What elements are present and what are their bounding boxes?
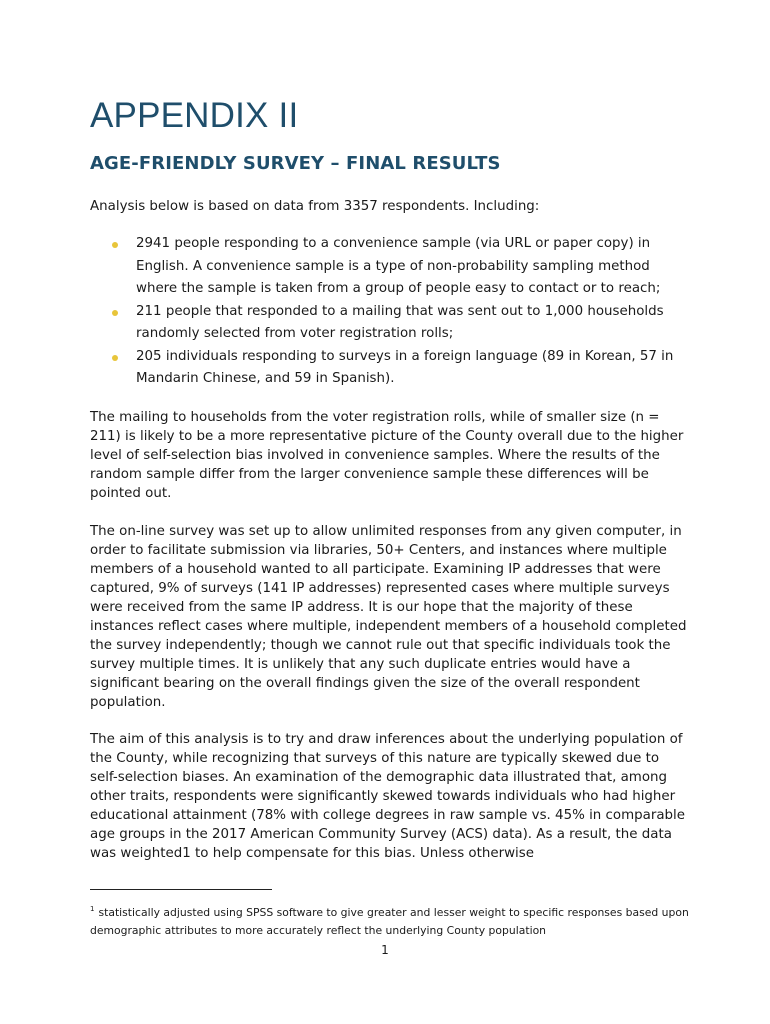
- respondent-list: [108, 233, 678, 391]
- body-paragraph-mailing: The mailing to households from the voter registration rolls, while of smaller size (n = 211) is likely to be a more representative picture of the County overall due to the higher level of self-selection bias involved in convenience samples. Where the results of the random sample differ from the larger convenience sample these differences will be pointed out.: [90, 410, 684, 501]
- bullet-icon: [112, 355, 118, 361]
- list-item-text: 2941 people responding to a convenience sample (via URL or paper copy) in English. A convenience sample is a type of non-probability sampling method where the sample is taken from a group of people easy to contact or to reach;: [136, 236, 661, 296]
- page-number: 1: [381, 943, 389, 957]
- footnote-divider: [90, 889, 272, 890]
- appendix-heading: APPENDIX II: [90, 96, 299, 135]
- list-item-text: 211 people that responded to a mailing that was sent out to 1,000 households randomly selected from voter registration rolls;: [136, 303, 664, 341]
- footnote-text: statistically adjusted using SPSS software to give greater and lesser weight to specific responses based upon demographic attributes to more accurately reflect the underlying County population: [90, 906, 689, 937]
- bullet-icon: [112, 310, 118, 316]
- list-item: [108, 346, 678, 391]
- intro-paragraph: Analysis below is based on data from 3357 respondents. Including:: [90, 199, 540, 214]
- section-subheading: AGE-FRIENDLY SURVEY – FINAL RESULTS: [90, 153, 501, 174]
- body-paragraph-online-survey: The on-line survey was set up to allow unlimited responses from any given computer, in order to facilitate submission via libraries, 50+ Centers, and instances where multiple members of a household wanted to all participate. Examining IP addresses that were captured, 9% of surveys (141 IP addresses) represented cases where multiple surveys were received from the same IP address. It is our hope that the majority of these instances reflect cases where multiple, independent members of a household completed the survey independently; though we cannot rule out that specific individuals took the survey multiple times. It is unlikely that any such duplicate entries would have a significant bearing on the overall findings given the size of the overall respondent population.: [90, 524, 687, 710]
- bullet-icon: [112, 242, 118, 248]
- body-paragraph-analysis-aim: The aim of this analysis is to try and draw inferences about the underlying population of the County, while recognizing that surveys of this nature are typically skewed due to self-selection biases. An examination of the demographic data illustrated that, among other traits, respondents were significantly skewed towards individuals who had higher educational attainment (78% with college degrees in raw sample vs. 45% in comparable age groups in the 2017 American Community Survey (ACS) data). As a result, the data was weighted1 to help compensate for this bias. Unless otherwise: [90, 732, 686, 861]
- list-item: [108, 233, 678, 301]
- list-item-text: 205 individuals responding to surveys in a foreign language (89 in Korean, 57 in Mandarin Chinese, and 59 in Spanish).: [136, 348, 674, 386]
- list-item: [108, 301, 678, 346]
- footnote: [90, 900, 690, 940]
- footnote-marker: 1: [90, 905, 95, 913]
